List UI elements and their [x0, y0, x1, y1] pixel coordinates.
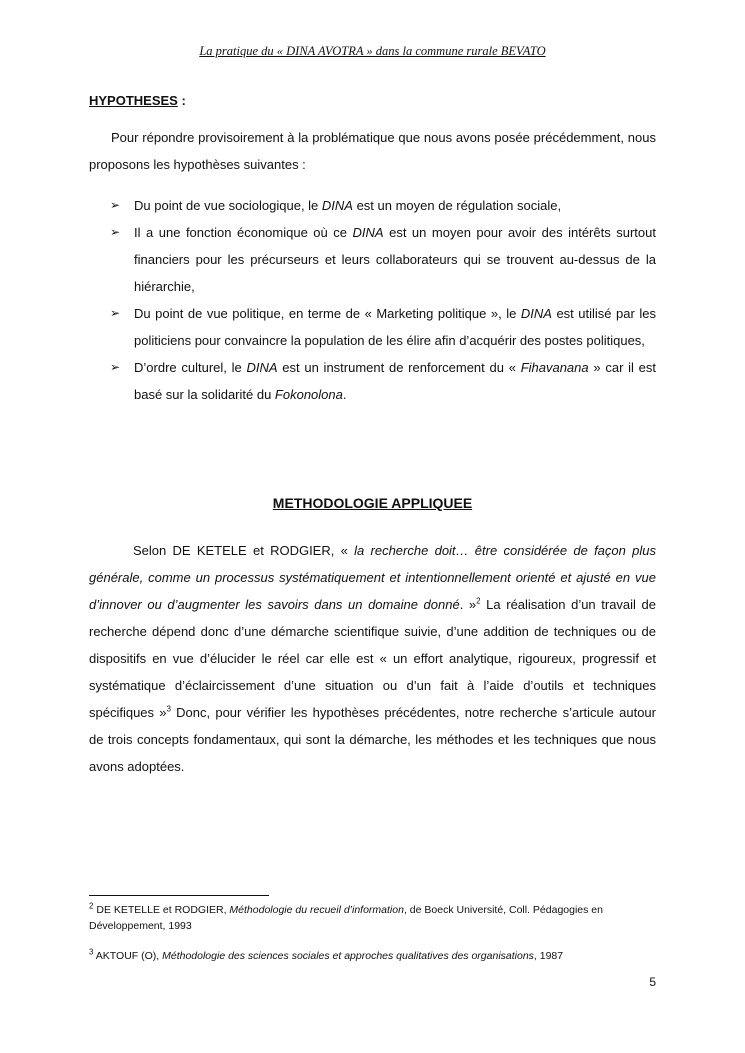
hypothesis-item-4: [110, 354, 656, 408]
hypothesis-term: DINA: [321, 198, 353, 213]
hypothesis-item-2: [110, 219, 656, 300]
hypothesis-item-3: [110, 300, 656, 354]
hypotheses-intro: Pour répondre provisoirement à la problématique que nous avons posée précédemment, nous proposons les hypothèses suivantes :: [89, 130, 656, 172]
footnote-text: AKTOUF (O),: [93, 950, 163, 962]
footnote-title: Méthodologie des sciences sociales et approches qualitatives des organisations: [162, 950, 534, 962]
page-number: 5: [649, 975, 656, 989]
hypothesis-item-1: [110, 192, 656, 219]
footnote-number: 2: [89, 901, 94, 911]
arrow-bullet-icon: ➢: [110, 198, 121, 212]
hypothesis-text: est un moyen de régulation sociale,: [352, 198, 562, 213]
footnote-separator: [89, 895, 269, 896]
methodology-paragraph: [89, 537, 656, 780]
methodology-text: Selon DE KETELE et RODGIER, «: [133, 543, 355, 558]
hypothesis-text: Du point de vue sociologique, le: [134, 198, 322, 213]
hypothesis-text: .: [342, 387, 347, 402]
arrow-bullet-icon: ➢: [110, 360, 121, 374]
hypotheses-heading-colon: :: [177, 93, 186, 108]
methodology-text: La réalisation d’un travail de recherche dépend donc d’une démarche scientifique suivie, d’une addition de techniques ou de dispositifs en vue d’élucider le réel car elle est « un effort analytique, rigoureux, progressif et systématique d’éclaircissement d’une situation ou d’un fait à l’aide d’outils et techniques spécifiques »: [89, 597, 656, 720]
hypothesis-text: Du point de vue politique, en terme de « Marketing politique », le: [134, 306, 521, 321]
hypothesis-term: Fihavanana: [520, 360, 589, 375]
hypothesis-text: est un instrument de renforcement du «: [277, 360, 521, 375]
footnote-number: 3: [89, 947, 94, 957]
hypotheses-heading: [89, 93, 186, 108]
footnote-text: DE KETELLE et RODGIER,: [93, 904, 230, 916]
methodology-text: Donc, pour vérifier les hypothèses précédentes, notre recherche s’articule autour de trois concepts fondamentaux, qui sont la démarche, les méthodes et les techniques que nous avons adoptées.: [89, 705, 656, 774]
methodology-text: . »: [459, 597, 477, 612]
methodology-quote: la recherche doit… être considérée de façon plus générale, comme un processus systématiquement et intentionnellement orienté et ajusté en vue d’innover ou d’augmenter les savoirs dans un domaine donné: [89, 543, 656, 612]
footnote-2: [89, 902, 656, 934]
footnote-text: , 1987: [533, 950, 564, 962]
footnote-3: [89, 948, 656, 964]
running-header: La pratique du « DINA AVOTRA » dans la commune rurale BEVATO: [199, 44, 546, 58]
hypothesis-term: DINA: [352, 225, 384, 240]
hypothesis-term: DINA: [520, 306, 552, 321]
hypothesis-text: Il a une fonction économique où ce: [134, 225, 353, 240]
arrow-bullet-icon: ➢: [110, 306, 121, 320]
footnote-ref[interactable]: 2: [476, 596, 481, 606]
footnote-title: Méthodologie du recueil d’information: [229, 904, 404, 916]
hypothesis-text: est un moyen pour avoir des intérêts surtout financiers pour les précurseurs et leurs collaborateurs qui se trouvent au-dessus de la hiérarchie,: [134, 225, 656, 294]
footnote-ref[interactable]: 3: [166, 704, 171, 714]
methodology-title: METHODOLOGIE APPLIQUEE: [272, 495, 473, 511]
arrow-bullet-icon: ➢: [110, 225, 121, 239]
hypotheses-heading-text: HYPOTHESES: [89, 93, 178, 108]
hypotheses-list: [110, 192, 656, 408]
hypothesis-term: Fokonolona: [274, 387, 343, 402]
hypothesis-text: est utilisé par les politiciens pour convaincre la population de les élire afin d’acquérir des postes politiques,: [134, 306, 656, 348]
footnote-text: , de Boeck Université, Coll. Pédagogies en Développement, 1993: [89, 904, 603, 932]
hypothesis-text: » car il est basé sur la solidarité du: [134, 360, 656, 402]
hypothesis-term: DINA: [246, 360, 278, 375]
hypothesis-text: D’ordre culturel, le: [134, 360, 247, 375]
